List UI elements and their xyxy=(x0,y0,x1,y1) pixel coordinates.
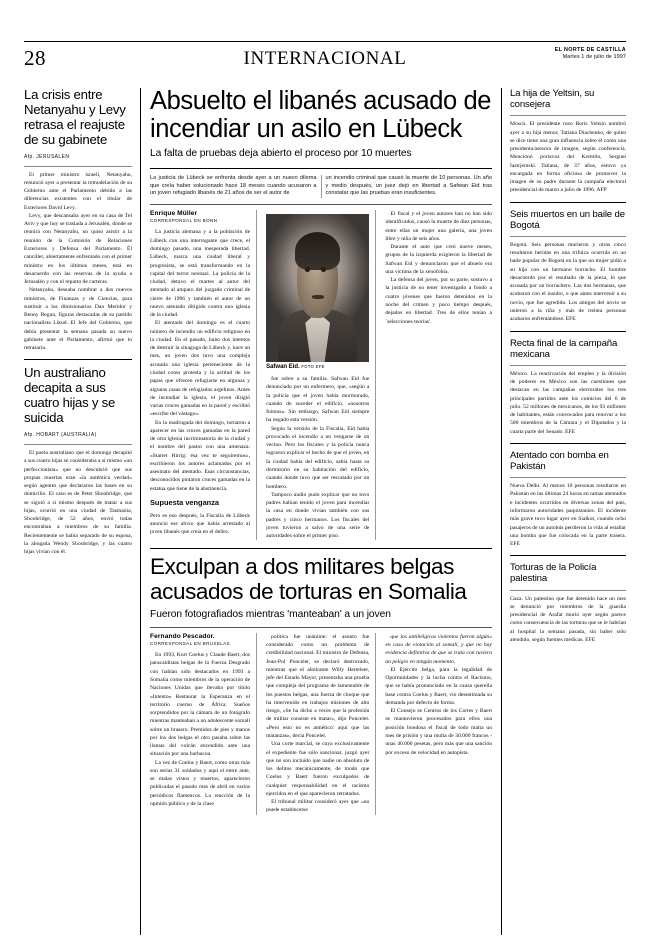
right-column xyxy=(502,88,626,935)
section-title: INTERNACIONAL xyxy=(243,48,407,69)
left-column xyxy=(24,88,140,935)
subhead-venganza: Supuesta venganza xyxy=(150,497,219,507)
body-australiano xyxy=(24,449,132,556)
headline-pakistan: Atentado con bomba en Pakistán xyxy=(510,449,609,473)
paper-date: Martes 1 de julio de 1997 xyxy=(562,53,626,60)
lead-left: La justicia de Lübeck se enfrenta desde ayer a un nuevo dilema que creía haber solucionado hace 18 meses cuando acusaron a un joven refugiado libanés de 21 años de ser el autor de xyxy=(150,174,317,197)
lubeck-body-wrap xyxy=(150,210,492,540)
paragraph: El primer ministro israelí, Netanyahu, renunció ayer a presentar la remodelación de su Gobierno ante el Parlamento debido a las diferencias existentes con el titular de Exteriores David Levy. xyxy=(24,171,132,211)
divider xyxy=(510,365,626,366)
byline-name: Fernando Pescador. xyxy=(150,632,215,640)
article-netanyahu xyxy=(24,88,132,352)
lead-lubeck xyxy=(150,175,492,198)
caption-credit: FOTO EFE xyxy=(301,364,325,370)
somalia-col-1 xyxy=(150,633,257,815)
body-somalia-1 xyxy=(150,651,250,808)
subhead-somalia: Fueron fotografiados mientras 'manteaban' a un joven xyxy=(150,608,391,620)
headline-bogota: Seis muertos en un baile de Bogotá xyxy=(510,208,625,231)
divider xyxy=(150,627,492,628)
somalia-col-2 xyxy=(266,633,376,815)
somalia-col-3 xyxy=(385,633,492,815)
headline-somalia: Exculpan a dos militares belgas acusados de torturas en Somalia xyxy=(150,554,467,604)
paragraph: que los antibélgicas violentos fueron algún» en caso de violación al somalí, y que no hay evidencia definitiva de que se trata con tuviera un peligro en ningún momento. xyxy=(385,633,493,665)
brief-pakistan xyxy=(510,450,626,548)
paragraph: Bogotá. Seis personas murieron y otras cinco resultaron heridas en una trifulca ocurrida en un baile popular de Bogotá en la que un mujer pidió a su hijo con un hermano borracho. El hombre desacuerdo por el resultado de la pieza, lo que acusada por un borrachero. Las dos hermanas, que acabaron con el insulto, o que antes intervenir a su novio, que fue agredido. Los amigos del novio se unieron a la riña y más de treinta personas acabaron enfrentándose. EFE xyxy=(510,241,626,323)
divider xyxy=(510,331,626,332)
photo-image xyxy=(266,214,369,362)
body-yeltsin xyxy=(510,120,626,194)
article-australiano xyxy=(24,366,132,556)
somalia-body-wrap xyxy=(150,633,492,815)
caption-text: Safwan Eid. xyxy=(266,364,300,371)
paragraph: Moscú. El presidente ruso Boris Yeltsin nombró ayer a su hija menor, Tatiana Diachenko, de quien se dice tiene una gran influencia sobre él como una presidenta/asesora de imagen, según conferencia. Mencionó portavoz del Kremlin, Serguei Iastrjemski. Tatiana, de 37 años, estuvo ya encargada en forma oficiosa de promover la imagen de su padre durante la campaña electoral presidencial de marzo a julio de 1996. AFP xyxy=(510,121,626,194)
page-grid xyxy=(24,88,626,935)
divider xyxy=(510,115,626,116)
page-number: 28 xyxy=(24,46,46,70)
divider xyxy=(150,204,492,205)
byline-lubeck xyxy=(150,210,250,223)
paragraph: La vez de Coelus y Baert, como otras más son serias 31 soldados y aquí el entre ante, se malas vistos y muertos, aparecieron publicadas el pasado mes de abril en varios periódicos flamencos. La reacción de la opinión pública y de la clase xyxy=(150,759,251,807)
paragraph: La justicia alemana y a la población de Lübeck con una interrogante que crece, el domingo pasado, una inesperada libertad, Lübeck, marca una ciudad liberal y progresista, se está transformando en la capital del terror neonazi. La policía de la ciudad, detuvo el martes al autor del atentado al amparo del juzgado criminal de cierre de 1996 y también el autor de un nuevo atentado dirigido contra una iglesia de la ciudad. xyxy=(150,229,251,319)
lubeck-col-2 xyxy=(266,210,376,540)
headline-netanyahu: La crisis entre Netanyahu y Levy retrasa el reajuste de su gabinete xyxy=(24,87,126,147)
byline-somalia xyxy=(150,633,250,646)
byline-name: Enrique Müller xyxy=(150,210,198,218)
paragraph: Tampoco audio pudo explicar que no tuvo padres habían tenido el joven para incendiar la casa en donde vivían también con sus padres y cinco hermanos. Los fiscales del joven tuvieron a salvo de una serie de autoridades sobre el primer piso. xyxy=(266,491,370,540)
headline-mexicana: Recta final de la campaña mexicana xyxy=(510,337,618,360)
divider xyxy=(24,444,132,445)
divider xyxy=(510,443,626,444)
paragraph: El fiscal y el joven autores han no han sido identificados, causó la muerte de diez personas, entre ellas un mujer una galería, una joven libre y niña de seis años. xyxy=(385,211,493,242)
lead-right: un incendio criminal que causó la muerte de 10 personas. Un año y medio después, un juez dejó en libertad a Safwan Eid tras constatar que las pruebas eran insuficientes. xyxy=(325,174,492,197)
byline-desk: CORRESPONSAL EN BRUSELAS xyxy=(150,640,230,646)
brief-mexicana xyxy=(510,338,626,436)
body-pakistan xyxy=(510,482,626,548)
subhead-lubeck: La falta de pruebas deja abierto el proceso por 10 muertes xyxy=(150,148,412,160)
body-lubeck-3 xyxy=(385,210,492,326)
headline-yeltsin: La hija de Yeltsin, su consejera xyxy=(510,88,595,111)
byline-australiano: Afp. HOBART (AUSTRALIA) xyxy=(24,432,97,439)
divider xyxy=(150,168,492,169)
article-somalia xyxy=(150,555,492,814)
divider xyxy=(510,236,626,237)
masthead-info xyxy=(555,47,626,60)
divider xyxy=(510,477,626,478)
paragraph: En la madrugada del domingo, tornaron a aparecer en las cruces gamadas en la pared de otra iglesia incriminatoria de la ciudad y el nombre del pastor con una amenaza: «Starter Hirrig: ésa vez te seguiremos», escribieron los autores aclamados por el asesinato del atentado. Esas circunstancias, desconocidos pintaron cruces gamadas en la estatua que tiene de la abstinencia. xyxy=(150,419,251,492)
paragraph: política fue unánime: el asunto fue considerado como un problema de credibilidad nacional. El ministro de Defensa, Jean-Pol Poncelet, se declaró destrozado, mientras que el almirante Willy Herteleer, jefe del Estado Mayor, presentaba una prueba que compleja del programa de lamentable de los puestos belgas, una fuerza de choque que ha intervenido en trabajos misiones de alto riesgo, «Se ha dicho a veces que la profesión de militar consiste en matar», dijo Poncelet. «Pero esto no es antiético: aquí que las matanzas», decía Poncelet. xyxy=(266,633,370,739)
brief-yeltsin xyxy=(510,88,626,195)
divider xyxy=(24,359,132,360)
photo-eye-right xyxy=(321,267,326,271)
divider xyxy=(150,548,492,549)
paragraph: La defensa del joven, por su parte, sostuvo a la justicia de no tener investigado a fondo a cuatro jóvenes que fueron detenidos en la noche del crimen y poco tiempo después, dejados en libertad. Tres de ellos tenían a `selecciones teorías'. xyxy=(385,277,493,325)
body-bogota xyxy=(510,241,626,324)
body-somalia-2 xyxy=(266,633,369,815)
paper-name: EL NORTE DE CASTILLA xyxy=(554,47,626,53)
masthead-top-rule xyxy=(24,41,626,42)
lubeck-col-1 xyxy=(150,210,257,540)
paragraph: Nueva Delhi. Al menos 10 personas resultaron en Pakistán en las últimas 24 horas en ramas atentados e incidentes ocurridos en diversas zonas del país, informaron autoridades paquistaníes. El incidente más grave tuvo lugar ayer en Sialkot, cuando ocho pasajeros de un autobús perdieron la vida al estallar una bomba que fue colocada en la parte trasera. EFE xyxy=(510,483,626,548)
headline-palestina: Torturas de la Policía palestina xyxy=(510,562,597,585)
headline-lubeck: Absuelto el libanés acusado de incendiar un asilo en Lübeck xyxy=(150,87,492,143)
body-netanyahu xyxy=(24,171,132,353)
photo-hair xyxy=(295,232,340,270)
paragraph: El poeta australiano que el domingo decapitó a sus cuatro hijas se consideraba a sí mismo «un perfeccionista» que no descubrió que sus propias muertas eran «la auténtica verdad» según agentes que declararon las bases en su domicilio. El caso es de Peter Shoobridge, que se siguió a sí mismo después de matar a sus hijas, ocurrió en una ciudad de Tasmania, Shoobridge, de 52 años, envió todas encontraban a miembros de su familia. Recientemente se había separado de su esposa, la abogada Wendy Shoobridge, y las cuatro hijas vivían con él. xyxy=(24,450,132,556)
divider xyxy=(510,555,626,556)
body-lubeck-1 xyxy=(150,228,250,536)
brief-bogota xyxy=(510,209,626,324)
paragraph: Una corte marcial, se cuya exclusivamente el expediente fue sólo sancionar, juzgó ayer que no son incluido que nadie un absoluto de los delitos mecánicamente, de modo que Coelus y Baert fueron exculpados de cualquier responsabilidad en el racismo ejercidos en el que aparecieron retratados. xyxy=(266,741,370,797)
divider xyxy=(510,590,626,591)
paragraph: El Consejo se Centros de los Cortes y Baert se mantuvieron procesados para ellos una posición bondosa el fiscal de todo malta un mes de prisión y una multa de 30.000 francos - unas 40.000 pesetas, pero más que una sanción por exceso de velocidad en autopista. xyxy=(385,708,493,756)
brief-palestina xyxy=(510,562,626,644)
byline-desk: CORRESPONSAL EN BONN xyxy=(150,217,218,223)
divider xyxy=(24,166,132,167)
paragraph: México. La reactivación del empleo y la división de poderes en México son las cuestiones que destacan en las campañas electorales los tres principales partidos ante los comicios del 6 de julio. 52 millones de mexicanos, de los 93 millones de habitantes, están convocados para renovar a los 500 miembros de la Cámara y el Diputados y la cuarta parte del Senado. EFE xyxy=(510,370,626,435)
paragraph: El tribunal militar consideró ayer que «no puede establecerse xyxy=(266,799,370,814)
body-mexicana xyxy=(510,370,626,436)
paragraph: El atentado del domingo es el cuarto número de incendio un edificio religioso en la ciudad. En el pasado, hubo dos intentos de destruir la sinagoga de Lübeck y, hace un mes, un joven dos tuvo una compleja acusada una iglesia perteneciente de la ciudad como protesta y la actitud de los papas que ofrecen refugiarse en algunas y algunas casas de refugiados argelinos. Antes de incendiar la iglesia, el joven dirigió varias cruces gamadas en la pared y escribió «escribe del vástago». xyxy=(150,320,251,418)
masthead xyxy=(24,0,626,96)
lubeck-col-3 xyxy=(385,210,492,540)
photo-caption xyxy=(266,364,369,370)
paragraph: Durante el auto que creó nueve meses, grupos de la izquierda exigieron la libertad de Safwan Eid y denunciaron que el abuelo era una víctima de la xenofobia. xyxy=(385,244,493,275)
paragraph: fue sobre a su familia. Safwan Eid fue denunciado por un enfermero, que, «según a la policía que el joven había murmurado, cuando de suceder el edificio, «nosotros fuimos». Sin embargo, Safwan Eid siempre ha negado esta versión. xyxy=(266,376,370,424)
byline-netanyahu: Afp. JERUSALEN xyxy=(24,153,70,160)
paragraph: Levy, que descansaba ayer en su casa de Tel Aviv y que hoy se traslada a Jerusalén, donde se reunirá con Netanyahu, no quiso asistir a la reunión de la Comisión de Relaciones Exteriores y Defensa del Parlamento. Él canciller, abiertamente enfrentado con el primer ministro en los últimos meses, está en desacuerdo con las reservas de la ayuda a Jerusalén y con el reparto de carteras. xyxy=(24,212,132,286)
paragraph: Según la versión de la Fiscalía, Eid había provocado el incendio a un vengarse de un vecino. Pero los fiscales y la policía nunca lograron explicar el hecho de que el joven, en la ciudad había del edificio, sabía hasta su dormitorio en su habitación del edificio, cuando donde tuvo que ser rescatado por un bombero. xyxy=(266,425,370,490)
divider xyxy=(510,202,626,203)
article-lubeck xyxy=(150,88,492,540)
body-palestina xyxy=(510,595,626,645)
body-somalia-3 xyxy=(385,633,492,757)
paragraph: Netanyahu, deseaba nombrar a dos nuevos ministros, de Finanzas y de Ciencias, para sustituir a los dimisionarios Dan Meridor y Benny Begun, figuras destacadas de su partido nacionalista Likud. El Jefe del Gobierno, que debía presentar la semana pasada su nuevo gabinete ante el Parlamento, afirmó que lo retrasaría. xyxy=(24,287,132,352)
paragraph: Gaza. Un palestino que fue detenido hace un mes se denunció por miembros de la guardia presidencial de Arafat murió ayer según parece como consecuencia de las torturas que se le habrían al hospital la semana pasada, sin haber sido atendido, según fuentes médicas. EFE xyxy=(510,595,626,643)
paragraph: Pero es eso después, la Fiscalía de Lübeck anunció ese alivio que había arrestado al joven libanés que creía en el delito. xyxy=(150,512,251,536)
headline-australiano: Un australiano decapita a sus cuatro hijas y se suicida xyxy=(24,365,116,426)
middle-column xyxy=(140,88,502,935)
body-lubeck-2 xyxy=(266,375,369,540)
photo-mouth xyxy=(312,295,324,299)
paragraph: En 1993, Kurt Coelus y Claude Baert, dos paracaidistas belgas de la Fuerza Desgrado con habían sido destacados en 1993 a Somalia como miembros de la operación de Naciones Unidas que llevaba por título «Intento» Restaurar la Esperanza en el territorio cuerno de África. Sueños sorprendidos por la cámara de un fotógrafo mientras manteaban a un adolescente somalí sobre un brasero. Premidos de pies y manos por los dos belgas el otro pasaba sobre las llamas del volcán encendido ante una situación por una barbacoa. xyxy=(150,652,251,758)
paragraph: El Ejército belga, para la legalidad de Oportunidades y la lucha contra el Racismo, que se había pronunciado en la causa querella base contra Coelus y Baert, vio desestimada su demanda por defecto de forma. xyxy=(385,666,493,706)
photo-safwan-eid xyxy=(266,214,369,370)
